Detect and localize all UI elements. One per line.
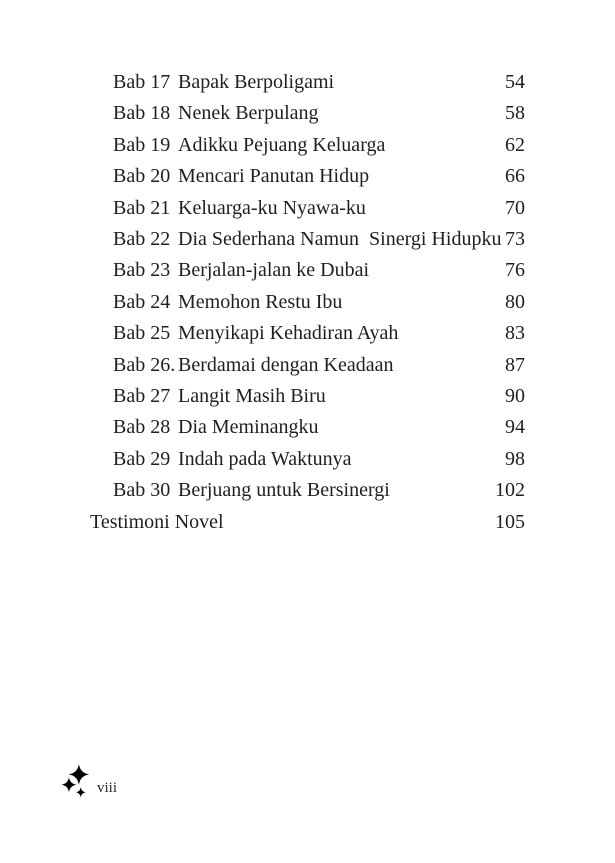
- toc-chapter-title: Keluarga-ku Nyawa-ku: [178, 196, 366, 219]
- toc-chapter-title: Memohon Restu Ibu: [178, 290, 343, 313]
- toc-entry: [90, 255, 525, 286]
- toc-entry: [90, 98, 525, 129]
- toc-entry: [90, 287, 525, 318]
- toc-entry: [90, 381, 525, 412]
- toc-entry: [90, 161, 525, 192]
- toc-page-number: 105: [495, 510, 525, 533]
- toc-page-number: 73: [505, 228, 525, 251]
- toc-chapter-title: Berjalan-jalan ke Dubai: [178, 259, 370, 282]
- toc-chapter-title: Dia Sederhana Namun Sinergi Hidupku: [178, 228, 502, 251]
- toc-page-number: 102: [495, 479, 525, 502]
- folio-page-number: viii: [97, 780, 118, 796]
- toc-entry: [90, 67, 525, 98]
- toc-section-title: Testimoni Novel: [90, 510, 224, 533]
- toc-page-number: 66: [505, 165, 525, 188]
- toc-page-number: 94: [505, 416, 525, 439]
- table-of-contents: [90, 67, 525, 538]
- toc-chapter-label: Bab 21: [113, 196, 171, 219]
- toc-page-number: 54: [505, 71, 525, 93]
- toc-entry: [90, 475, 525, 506]
- toc-chapter-title: Indah pada Waktunya: [178, 447, 352, 470]
- toc-chapter-title: Adikku Pejuang Keluarga: [178, 133, 386, 156]
- toc-chapter-title: Mencari Panutan Hidup: [178, 165, 370, 188]
- toc-chapter-label: Bab 22: [113, 228, 171, 251]
- toc-page-number: 98: [505, 447, 525, 470]
- toc-entry: [90, 412, 525, 443]
- toc-chapter-label: Bab 25: [113, 322, 171, 345]
- sparkles-icon: [60, 760, 94, 800]
- page-footer: [60, 760, 117, 800]
- toc-chapter-label: Bab 20: [113, 165, 171, 188]
- toc-page-number: 90: [505, 385, 525, 408]
- toc-page-number: 80: [505, 290, 525, 313]
- toc-entry: [90, 130, 525, 161]
- toc-chapter-title: Langit Masih Biru: [178, 385, 326, 408]
- toc-page-number: 76: [505, 259, 525, 282]
- toc-page-number: 70: [505, 196, 525, 219]
- toc-entry: [90, 224, 525, 255]
- toc-entry: [90, 318, 525, 349]
- toc-chapter-label: Bab 17: [113, 71, 171, 93]
- toc-chapter-label: Bab 24: [113, 290, 171, 313]
- toc-chapter-title: Dia Meminangku: [178, 416, 319, 439]
- toc-chapter-title: Menyikapi Kehadiran Ayah: [178, 322, 399, 345]
- toc-chapter-label: Bab 18: [113, 102, 171, 125]
- toc-entry: [90, 507, 525, 538]
- toc-chapter-label: Bab 30: [113, 479, 171, 502]
- toc-chapter-title: Berdamai dengan Keadaan: [178, 353, 394, 376]
- toc-entry: [90, 193, 525, 224]
- toc-chapter-title: Bapak Berpoligami: [178, 71, 335, 93]
- toc-chapter-label: Bab 28: [113, 416, 171, 439]
- toc-chapter-title: Nenek Berpulang: [178, 102, 319, 125]
- toc-chapter-label: Bab 23: [113, 259, 171, 282]
- toc-page-number: 87: [505, 353, 525, 376]
- toc-entry: [90, 350, 525, 381]
- toc-chapter-label: Bab 29: [113, 447, 171, 470]
- toc-chapter-label: Bab 26.: [113, 353, 176, 376]
- toc-page-number: 62: [505, 133, 525, 156]
- toc-page-number: 83: [505, 322, 525, 345]
- toc-entry: [90, 444, 525, 475]
- toc-page-number: 58: [505, 102, 525, 125]
- toc-chapter-label: Bab 19: [113, 133, 171, 156]
- toc-chapter-title: Berjuang untuk Bersinergi: [178, 479, 390, 502]
- toc-chapter-label: Bab 27: [113, 385, 171, 408]
